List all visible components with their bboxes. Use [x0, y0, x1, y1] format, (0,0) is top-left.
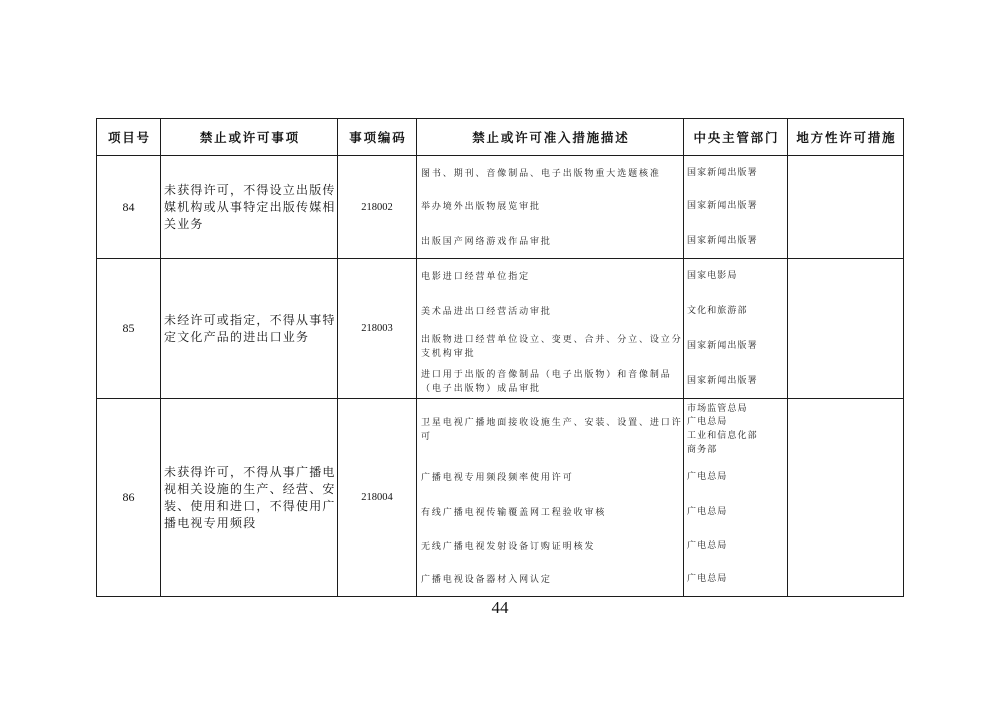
item-number-cell — [97, 156, 161, 258]
item-number: 86 — [122, 490, 135, 504]
item-code: 218004 — [361, 492, 393, 503]
item-name-line: 播电视专用频段 — [164, 515, 257, 530]
central-department-cell — [684, 399, 788, 596]
measure-description — [417, 189, 683, 223]
measure-description-line: 无线广播电视发射设备订购证明核发 — [421, 540, 596, 551]
central-department — [684, 494, 787, 529]
measure-description-line: 出版物进口经营单位设立、变更、合并、分立、设立分 — [421, 333, 683, 344]
measure-description — [417, 156, 683, 189]
central-department-line: 国家新闻出版署 — [687, 374, 758, 385]
central-department-line: 文化和旅游部 — [687, 304, 748, 315]
central-department — [684, 156, 787, 189]
item-name-line: 未获得许可，不得设立出版传 — [164, 182, 336, 197]
table-row — [97, 398, 903, 596]
central-department — [684, 399, 787, 459]
central-department-line: 广电总局 — [687, 573, 728, 584]
item-code: 218002 — [361, 201, 393, 213]
item-name-line: 定文化产品的进出口业务 — [164, 329, 310, 344]
measure-description — [417, 494, 683, 529]
measure-description — [417, 223, 683, 258]
measure-description-line: 出版国产网络游戏作品审批 — [421, 235, 552, 246]
item-number-cell — [97, 259, 161, 398]
central-department-line: 广电总局 — [687, 470, 728, 481]
measure-description-line: 可 — [421, 431, 432, 441]
item-name-cell — [161, 156, 338, 258]
central-department-line: 国家电影局 — [687, 270, 738, 281]
header-item-code: 事项编码 — [338, 119, 417, 155]
measure-description-line: 美术品进出口经营活动审批 — [421, 305, 552, 316]
measure-description-line: 卫星电视广播地面接收设施生产、安装、设置、进口许 — [421, 417, 683, 427]
item-name-line: 视相关设施的生产、经营、安 — [164, 481, 336, 496]
permit-table — [96, 118, 904, 597]
central-department-line: 广电总局 — [687, 539, 728, 550]
measure-description-line: 图书、期刊、音像制品、电子出版物重大选题核准 — [421, 167, 661, 178]
central-department-cell — [684, 259, 788, 398]
measure-description — [417, 293, 683, 328]
local-measures-cell — [788, 399, 903, 596]
central-department — [684, 189, 787, 223]
measure-description — [417, 562, 683, 596]
item-name-line: 未获得许可，不得从事广播电 — [164, 464, 336, 479]
central-department — [684, 259, 787, 293]
item-code-cell — [338, 259, 417, 398]
item-name-line: 未经许可或指定，不得从事特 — [164, 312, 336, 327]
central-department-line: 国家新闻出版署 — [687, 234, 758, 245]
measure-description-line: （电子出版物）成品审批 — [421, 382, 541, 393]
measure-description-line: 有线广播电视传输覆盖网工程验收审核 — [421, 506, 607, 517]
item-number: 85 — [122, 321, 135, 335]
item-number-cell — [97, 399, 161, 596]
local-measures-cell — [788, 156, 903, 258]
measure-description-line: 举办境外出版物展览审批 — [421, 201, 541, 211]
measure-description — [417, 328, 683, 363]
item-number: 84 — [122, 199, 135, 214]
measure-description-cell — [417, 156, 684, 258]
item-code: 218003 — [361, 323, 393, 334]
central-department — [684, 293, 787, 328]
central-department — [684, 223, 787, 258]
central-department — [684, 562, 787, 596]
central-department-line: 广电总局 — [687, 505, 728, 516]
measure-description-cell — [417, 399, 684, 596]
item-name-cell — [161, 259, 338, 398]
table-row — [97, 155, 903, 258]
measure-description — [417, 529, 683, 562]
central-department-cell — [684, 156, 788, 258]
measure-description — [417, 363, 683, 398]
central-department — [684, 328, 787, 363]
measure-description-line: 电影进口经营单位指定 — [421, 271, 531, 281]
measure-description-line: 进口用于出版的音像制品（电子出版物）和音像制品 — [421, 368, 672, 379]
central-department-line: 工业和信息化部 — [687, 430, 758, 440]
central-department-line: 国家新闻出版署 — [687, 166, 758, 177]
measure-description — [417, 259, 683, 293]
page-number: 44 — [491, 598, 509, 617]
item-name-line: 媒机构或从事特定出版传媒相 — [164, 199, 336, 214]
item-name-line: 关业务 — [164, 216, 204, 231]
header-item-name: 禁止或许可事项 — [161, 119, 338, 155]
table-row — [97, 258, 903, 398]
central-department — [684, 529, 787, 562]
item-name-line: 装、使用和进口，不得使用广 — [164, 498, 336, 513]
header-item-number: 项目号 — [97, 119, 161, 155]
header-local-measures: 地方性许可措施 — [796, 131, 897, 145]
header-measure-description: 禁止或许可准入措施描述 — [417, 119, 684, 155]
central-department — [684, 459, 787, 494]
central-department — [684, 363, 787, 398]
central-department-line: 国家新闻出版署 — [687, 200, 758, 211]
item-name-cell — [161, 399, 338, 596]
measure-description-line: 广播电视设备器材入网认定 — [421, 574, 552, 584]
item-code-cell — [338, 156, 417, 258]
local-measures-cell — [788, 259, 903, 398]
central-department-line: 商务部 — [687, 443, 718, 454]
central-department-line: 国家新闻出版署 — [687, 339, 758, 350]
table-header-row — [97, 119, 903, 155]
table-body — [97, 155, 903, 596]
measure-description-cell — [417, 259, 684, 398]
measure-description — [417, 459, 683, 494]
measure-description-line: 支机构审批 — [421, 347, 476, 358]
central-department-line: 市场监管总局 — [687, 402, 748, 413]
item-code-cell — [338, 399, 417, 596]
header-central-department: 中央主管部门 — [684, 119, 788, 155]
measure-description — [417, 399, 683, 459]
central-department-line: 广电总局 — [687, 416, 728, 427]
measure-description-line: 广播电视专用频段频率使用许可 — [421, 471, 574, 482]
